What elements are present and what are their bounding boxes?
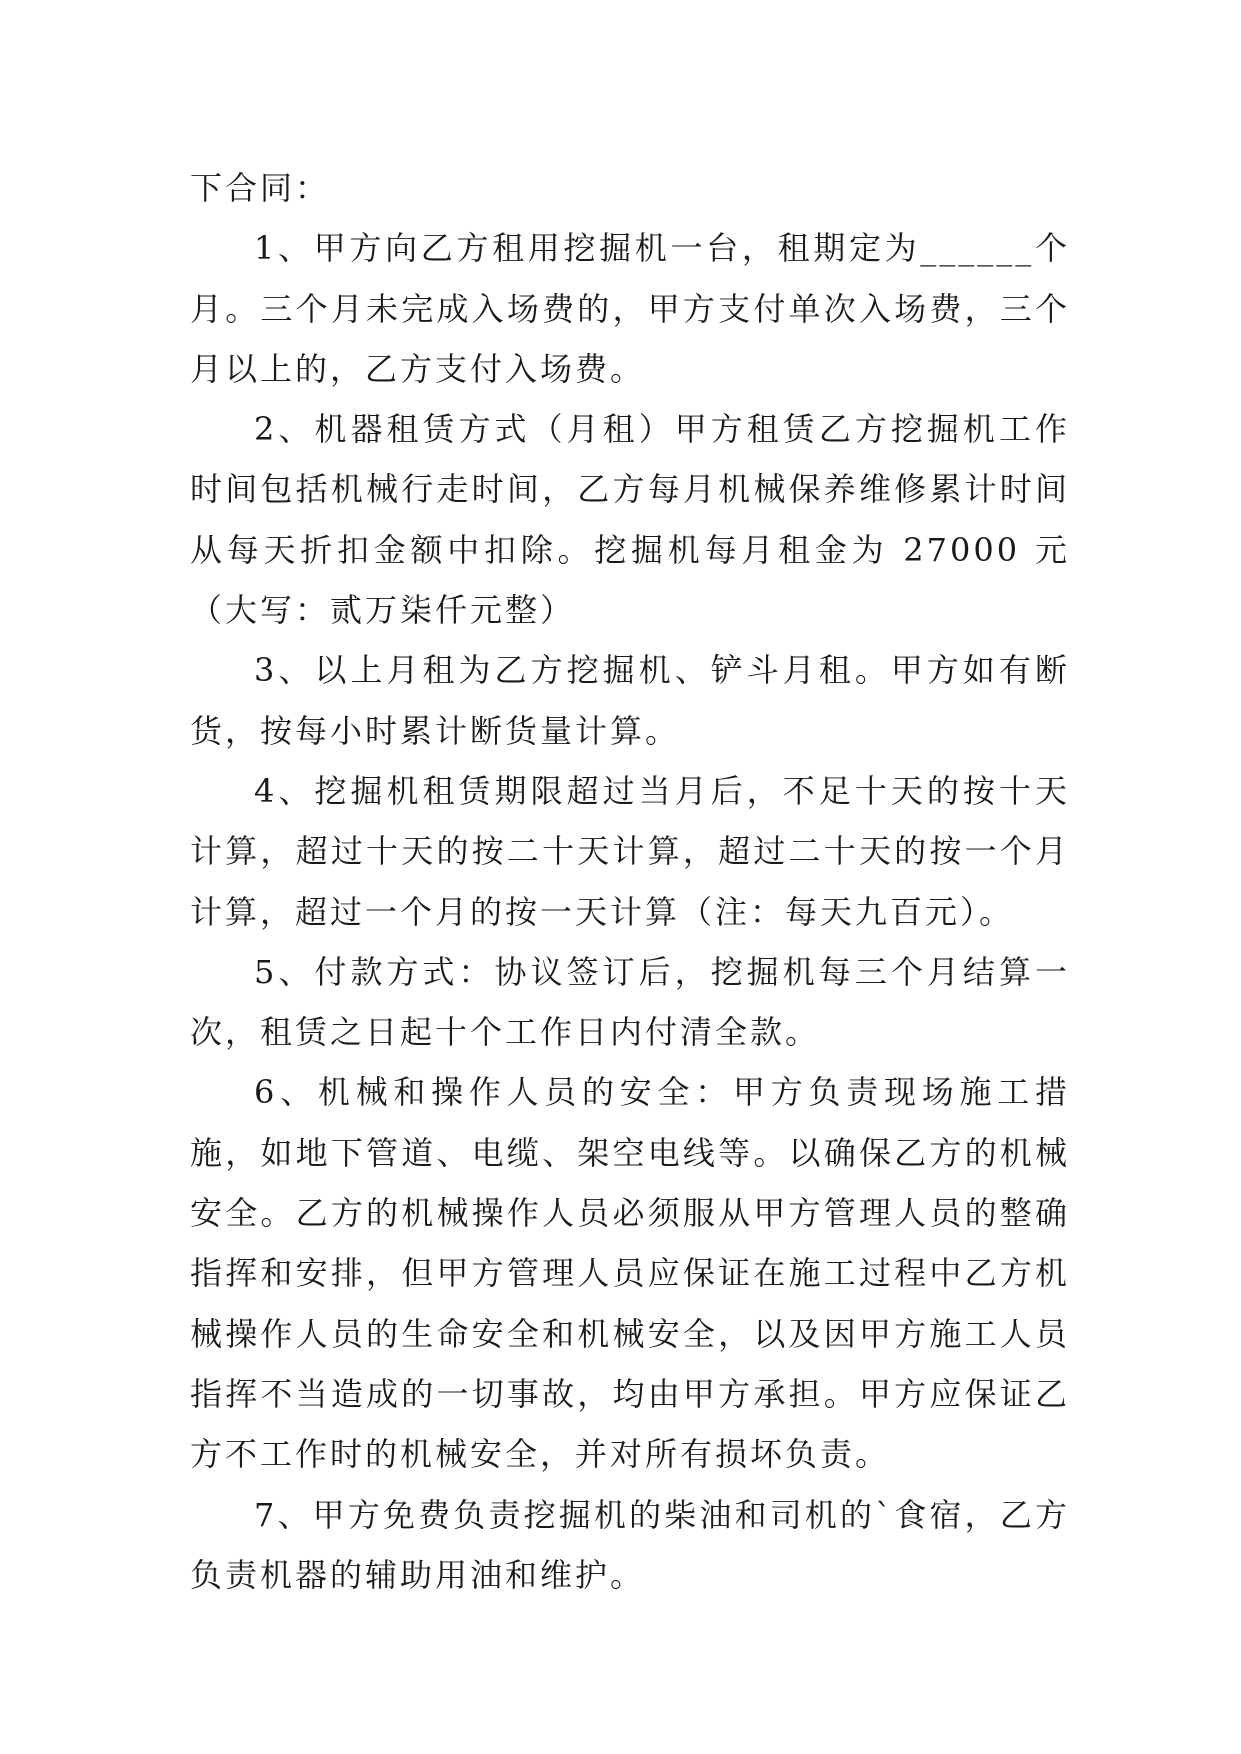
document-body: [190, 158, 1070, 1605]
paragraph-intro: 下合同：: [190, 169, 331, 207]
clause-6: 6、机械和操作人员的安全：甲方负责现场施工措施，如地下管道、电缆、架空电线等。以确保乙方的机械安全。乙方的机械操作人员必须服从甲方管理人员的整确指挥和安排，但甲方管理人员应保证在施工过程中乙方机械操作人员的生命安全和机械安全，以及因甲方施工人员指挥不当造成的一切事故，均由甲方承担。甲方应保证乙方不工作时的机械安全，并对所有损坏负责。: [190, 1073, 1070, 1474]
clause-1: 1、甲方向乙方租用挖掘机一台，租期定为______个月。三个月未完成入场费的，甲方支付单次入场费，三个月以上的，乙方支付入场费。: [190, 229, 1070, 388]
clause-7: 7、甲方免费负责挖掘机的柴油和司机的`食宿，乙方负责机器的辅助用油和维护。: [190, 1495, 1070, 1594]
clause-4: 4、挖掘机租赁期限超过当月后，不足十天的按十天计算，超过十天的按二十天计算，超过二十天的按一个月计算，超过一个月的按一天计算（注：每天九百元）。: [190, 771, 1070, 931]
clause-3: 3、以上月租为乙方挖掘机、铲斗月租。甲方如有断货，按每小时累计断货量计算。: [190, 651, 1070, 750]
clause-2: 2、机器租赁方式（月租）甲方租赁乙方挖掘机工作时间包括机械行走时间，乙方每月机械保养维修累计时间从每天折扣金额中扣除。挖掘机每月租金为 27000 元（大写：贰万柒仟元整）: [190, 410, 1070, 630]
clause-5: 5、付款方式：协议签订后，挖掘机每三个月结算一次，租赁之日起十个工作日内付清全款。: [190, 952, 1070, 1052]
